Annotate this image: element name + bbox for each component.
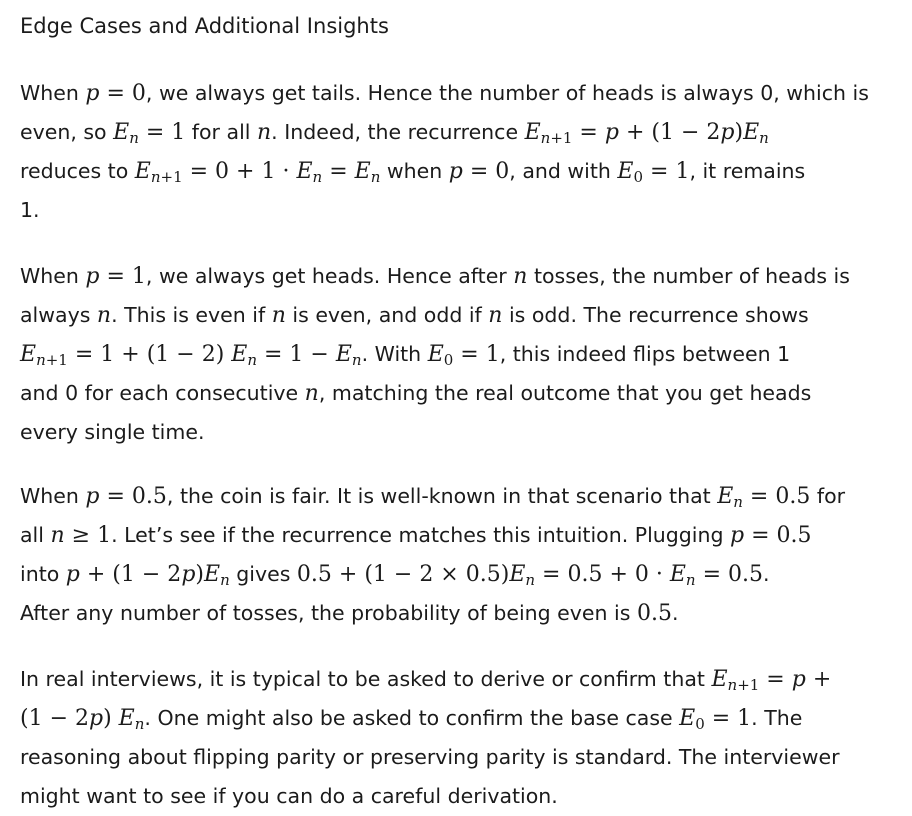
paragraph-p-zero bbox=[20, 74, 908, 230]
text-line bbox=[20, 699, 908, 738]
text-line bbox=[20, 555, 908, 594]
math-run: $E_{n+1} = 0 + 1 \cdot E_n = E_n$ bbox=[134, 159, 381, 186]
text-run: . Let’s see if the recurrence matches this intuition. Plugging bbox=[111, 523, 731, 547]
text-run: when bbox=[380, 159, 449, 183]
text-line bbox=[20, 738, 908, 777]
text-run: . With bbox=[361, 342, 428, 366]
text-line bbox=[20, 74, 908, 113]
text-run: , this indeed flips between 1 bbox=[499, 342, 791, 366]
text-run: always bbox=[20, 303, 97, 327]
text-run: When bbox=[20, 484, 86, 508]
text-line bbox=[20, 257, 908, 296]
text-line bbox=[20, 113, 908, 152]
math-run: p = 0.5 bbox=[85, 484, 167, 509]
text-run: reasoning about flipping parity or preserving parity is standard. The interviewer bbox=[20, 745, 840, 769]
math-run: $E_0 = 1$ bbox=[427, 342, 500, 369]
text-run: , and with bbox=[509, 159, 618, 183]
math-run: p = 0.5 bbox=[730, 523, 812, 548]
math-run: $0.5 + (1 - 2 \times 0.5)E_n = 0.5 + 0 \cdot E_n = 0.5$ bbox=[296, 562, 764, 589]
math-run: n bbox=[513, 264, 528, 289]
text-run: gives bbox=[229, 562, 297, 586]
math-run: 0.5 bbox=[636, 601, 672, 626]
text-run: . Indeed, the recurrence bbox=[271, 120, 525, 144]
text-run: into bbox=[20, 562, 66, 586]
math-run: (1 − 2p) $E_n$ bbox=[20, 706, 145, 733]
math-run: n bbox=[96, 303, 112, 328]
text-run: even, so bbox=[20, 120, 114, 144]
text-line bbox=[20, 335, 908, 374]
text-run: . bbox=[763, 562, 770, 586]
text-run: 1. bbox=[20, 198, 40, 222]
text-line bbox=[20, 777, 908, 816]
text-run: and 0 for each consecutive bbox=[20, 381, 305, 405]
text-run: . bbox=[671, 601, 679, 625]
text-run: . One might also be asked to confirm the base case bbox=[144, 706, 680, 730]
math-run: $E_n = 1$ bbox=[113, 120, 186, 147]
paragraph-interviews bbox=[20, 660, 908, 816]
text-run: , we always get tails. Hence the number of heads is always 0, which is bbox=[145, 81, 869, 105]
math-run: $E_0 = 1$ bbox=[617, 159, 690, 186]
text-line bbox=[20, 477, 908, 516]
math-run: $p + (1 - 2p)E_n$ bbox=[65, 562, 230, 589]
text-run: . This is even if bbox=[111, 303, 272, 327]
math-run: $E_n = 0.5$ bbox=[717, 484, 811, 511]
paragraph-p-one bbox=[20, 257, 908, 452]
math-run: n bbox=[256, 120, 272, 145]
math-run: p = 0 bbox=[448, 159, 510, 184]
math-run: p = 0 bbox=[85, 81, 146, 106]
text-run: , it remains bbox=[689, 159, 806, 183]
math-run: n bbox=[488, 303, 503, 328]
math-run: $E_{n+1} = p$ + bbox=[711, 667, 832, 694]
text-run: for bbox=[810, 484, 846, 508]
text-line bbox=[20, 374, 908, 413]
math-run: n bbox=[271, 303, 286, 328]
text-line bbox=[20, 296, 908, 335]
text-run: , the coin is fair. It is well-known in that scenario that bbox=[166, 484, 718, 508]
math-run: p = 1 bbox=[85, 264, 146, 289]
text-run: . The bbox=[751, 706, 803, 730]
text-run: In real interviews, it is typical to be asked to derive or confirm that bbox=[20, 667, 712, 691]
text-run: When bbox=[20, 81, 86, 105]
paragraph-p-half bbox=[20, 477, 908, 633]
text-run: every single time. bbox=[20, 420, 205, 444]
text-line bbox=[20, 152, 908, 191]
text-run: , we always get heads. Hence after bbox=[145, 264, 514, 288]
text-run: , matching the real outcome that you get heads bbox=[318, 381, 812, 405]
text-run: might want to see if you can do a careful derivation. bbox=[20, 784, 558, 808]
math-run: $E_{n+1} = 1 + (1 - 2) E_n = 1 - E_n$ bbox=[20, 342, 362, 369]
math-run: $E_0 = 1$ bbox=[679, 706, 752, 733]
text-run: for all bbox=[185, 120, 257, 144]
text-run: tosses, the number of heads is bbox=[527, 264, 850, 288]
text-line bbox=[20, 516, 908, 555]
math-run: n ≥ 1 bbox=[50, 523, 112, 548]
text-line bbox=[20, 660, 908, 699]
text-run: is even, and odd if bbox=[285, 303, 489, 327]
text-line bbox=[20, 413, 908, 452]
text-run: reduces to bbox=[20, 159, 135, 183]
text-run: all bbox=[20, 523, 51, 547]
text-run: is odd. The recurrence shows bbox=[502, 303, 809, 327]
math-run: $E_{n+1} = p + (1 - 2p)E_n$ bbox=[524, 120, 769, 147]
math-run: n bbox=[304, 381, 319, 406]
section-heading: Edge Cases and Additional Insights bbox=[20, 14, 389, 38]
text-run: After any number of tosses, the probability of being even is bbox=[20, 601, 637, 625]
text-line bbox=[20, 191, 908, 230]
text-line bbox=[20, 594, 908, 633]
text-run: When bbox=[20, 264, 86, 288]
